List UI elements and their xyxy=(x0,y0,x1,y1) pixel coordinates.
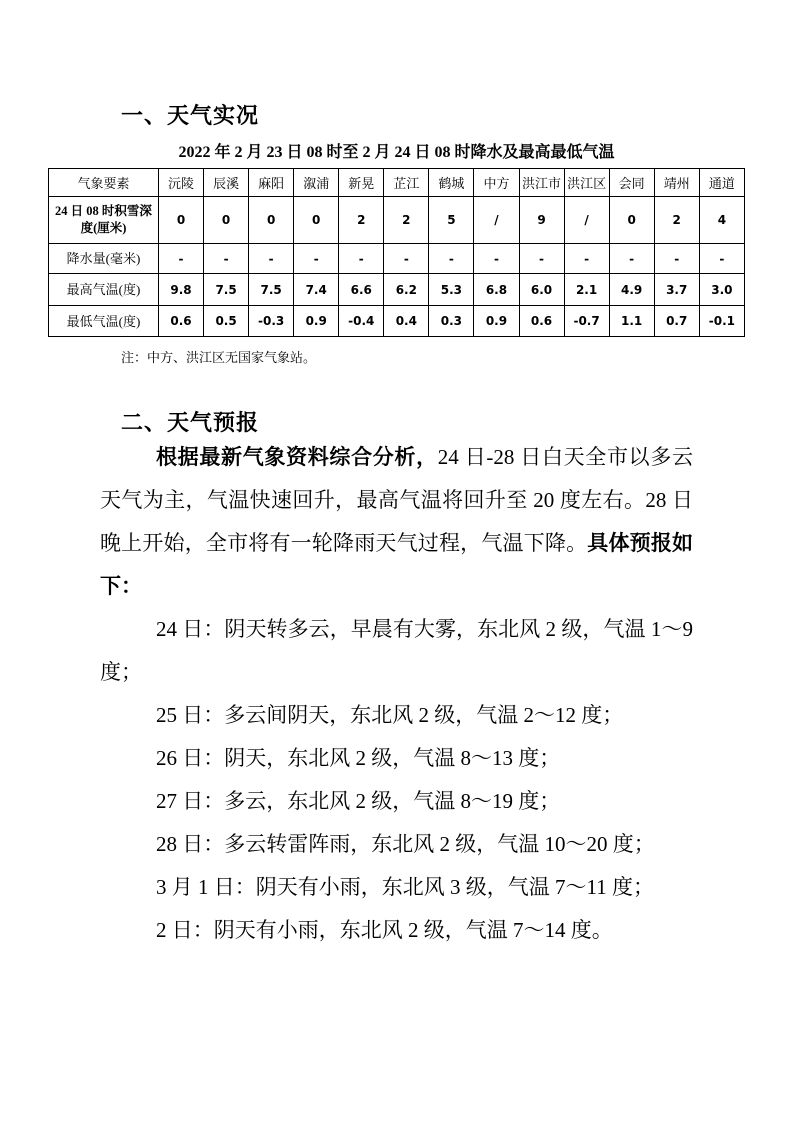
table-cell: - xyxy=(564,244,609,274)
table-cell: - xyxy=(204,244,249,274)
table-cell: 0.4 xyxy=(384,306,429,337)
section2-heading: 二、天气预报 xyxy=(121,410,260,435)
table-cell: 0 xyxy=(249,197,294,244)
table-cell: - xyxy=(249,244,294,274)
table-cell: 7.5 xyxy=(204,274,249,306)
table-cell: 7.5 xyxy=(249,274,294,306)
section1-heading: 一、天气实况 xyxy=(121,103,260,128)
table-header-station: 洪江市 xyxy=(519,169,564,197)
table-row-label: 24 日 08 时积雪深度(厘米) xyxy=(49,197,159,244)
table-header-station: 芷江 xyxy=(384,169,429,197)
table-cell: 0 xyxy=(159,197,204,244)
table-cell: 6.0 xyxy=(519,274,564,306)
table-cell: 0.3 xyxy=(429,306,474,337)
table-cell: -0.7 xyxy=(564,306,609,337)
table-cell: 6.2 xyxy=(384,274,429,306)
table-cell: 2 xyxy=(339,197,384,244)
table-row xyxy=(49,244,745,274)
forecast-body xyxy=(100,436,693,952)
table-note: 注：中方、洪江区无国家气象站。 xyxy=(121,350,317,365)
table-cell: 0.6 xyxy=(519,306,564,337)
forecast-item-mar2: 2 日：阴天有小雨，东北风 2 级，气温 7～14 度。 xyxy=(156,918,613,942)
table-cell: 9.8 xyxy=(159,274,204,306)
table-cell: - xyxy=(384,244,429,274)
table-cell: 4.9 xyxy=(609,274,654,306)
table-cell: / xyxy=(564,197,609,244)
forecast-item-day26: 26 日：阴天，东北风 2 级，气温 8～13 度； xyxy=(156,746,561,770)
forecast-item-day27: 27 日：多云，东北风 2 级，气温 8～19 度； xyxy=(156,789,561,813)
table-header-station: 会同 xyxy=(609,169,654,197)
table-cell: 3.7 xyxy=(654,274,699,306)
table-cell: -0.3 xyxy=(249,306,294,337)
table-cell: -0.4 xyxy=(339,306,384,337)
weather-table xyxy=(48,168,745,337)
table-row-label: 最高气温(度) xyxy=(49,274,159,306)
table-header-station: 沅陵 xyxy=(159,169,204,197)
table-header-station: 溆浦 xyxy=(294,169,339,197)
table-cell: 0 xyxy=(204,197,249,244)
weather-table-body xyxy=(49,197,745,337)
table-cell: 5.3 xyxy=(429,274,474,306)
table-cell: - xyxy=(474,244,519,274)
table-header-station: 鹤城 xyxy=(429,169,474,197)
table-row-label: 最低气温(度) xyxy=(49,306,159,337)
forecast-intro-text: 24 日-28 日白天全市以多云天气为主，气温快速回升，最高气温将回升至 20 度左右。28 日晚上开始，全市将有一轮降雨天气过程，气温下降。 xyxy=(100,445,693,555)
table-row xyxy=(49,197,745,244)
table-row-label: 降水量(毫米) xyxy=(49,244,159,274)
table-header-station: 中方 xyxy=(474,169,519,197)
table-header-station: 新晃 xyxy=(339,169,384,197)
table-title: 2022 年 2 月 23 日 08 时至 2 月 24 日 08 时降水及最高最低气温 xyxy=(178,144,615,161)
table-cell: 4 xyxy=(699,197,744,244)
table-cell: - xyxy=(609,244,654,274)
table-cell: 0.9 xyxy=(294,306,339,337)
table-cell: 0.5 xyxy=(204,306,249,337)
table-cell: - xyxy=(429,244,474,274)
table-cell: 1.1 xyxy=(609,306,654,337)
table-header-station: 洪江区 xyxy=(564,169,609,197)
table-row xyxy=(49,306,745,337)
table-header-station: 辰溪 xyxy=(204,169,249,197)
table-cell: - xyxy=(519,244,564,274)
table-header-station: 靖州 xyxy=(654,169,699,197)
forecast-intro-tail: 具体预报如下： xyxy=(100,531,694,598)
table-cell: - xyxy=(699,244,744,274)
table-cell: 5 xyxy=(429,197,474,244)
table-cell: 6.8 xyxy=(474,274,519,306)
table-cell: 3.0 xyxy=(699,274,744,306)
table-cell: -0.1 xyxy=(699,306,744,337)
forecast-item-day28: 28 日：多云转雷阵雨，东北风 2 级，气温 10～20 度； xyxy=(156,832,655,856)
table-cell: 2 xyxy=(654,197,699,244)
table-cell: 0.9 xyxy=(474,306,519,337)
table-cell: / xyxy=(474,197,519,244)
forecast-item-mar1: 3 月 1 日：阴天有小雨，东北风 3 级，气温 7～11 度； xyxy=(156,875,654,899)
table-cell: 0 xyxy=(609,197,654,244)
table-cell: - xyxy=(159,244,204,274)
table-header-row xyxy=(49,169,745,197)
forecast-intro-lead: 根据最新气象资料综合分析， xyxy=(156,445,438,469)
table-cell: 0.6 xyxy=(159,306,204,337)
table-header-station: 麻阳 xyxy=(249,169,294,197)
table-cell: - xyxy=(294,244,339,274)
table-row xyxy=(49,274,745,306)
table-header-station: 通道 xyxy=(699,169,744,197)
table-cell: 0 xyxy=(294,197,339,244)
table-cell: 7.4 xyxy=(294,274,339,306)
table-cell: 6.6 xyxy=(339,274,384,306)
forecast-item-day25: 25 日：多云间阴天，东北风 2 级，气温 2～12 度； xyxy=(156,703,624,727)
table-header-element-column: 气象要素 xyxy=(49,169,159,197)
table-cell: 2 xyxy=(384,197,429,244)
forecast-intro-paragraph xyxy=(100,436,693,608)
table-cell: 9 xyxy=(519,197,564,244)
table-cell: - xyxy=(339,244,384,274)
forecast-item-day24: 24 日：阴天转多云，早晨有大雾，东北风 2 级，气温 1～9 度； xyxy=(100,617,693,684)
table-cell: 0.7 xyxy=(654,306,699,337)
table-cell: 2.1 xyxy=(564,274,609,306)
table-cell: - xyxy=(654,244,699,274)
